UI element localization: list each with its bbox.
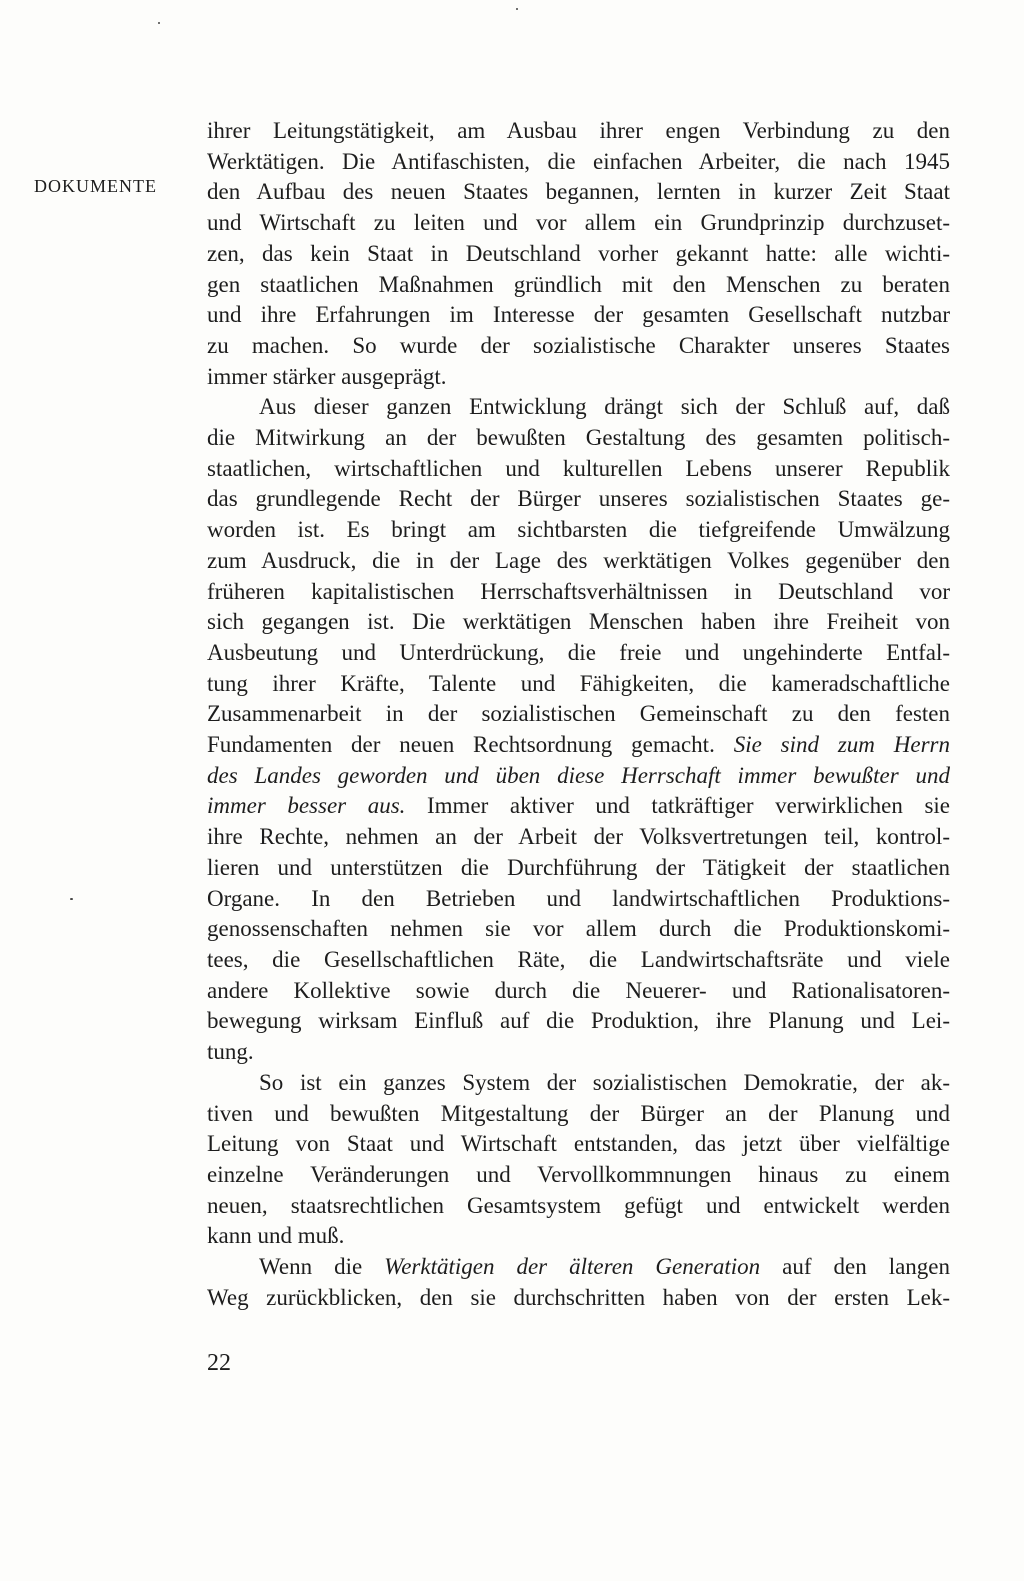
text-line <box>207 914 950 945</box>
text-line <box>207 1006 950 1037</box>
emphasis-text: des Landes geworden und üben diese Herrschaft immer bewußter und <box>207 762 950 788</box>
emphasis-text: Sie sind zum Herrn <box>733 732 950 758</box>
line-text: zu machen. So wurde der sozialistische Charakter unseres Staates <box>207 332 950 358</box>
line-text: Werktätigen. Die Antifaschisten, die einfachen Arbeiter, die nach 1945 <box>207 148 950 174</box>
line-text: lieren und unterstützen die Durchführung der Tätigkeit der staatlichen <box>207 854 950 880</box>
emphasis-text: Werktätigen der älteren Generation <box>384 1254 761 1280</box>
line-text: und Wirtschaft zu leiten und vor allem ein Grundprinzip durchzuset- <box>207 210 950 236</box>
emphasis-text: immer besser aus. <box>207 793 406 819</box>
text-line <box>207 607 950 638</box>
line-text: immer stärker ausgeprägt. <box>207 363 447 389</box>
line-text: einzelne Veränderungen und Vervollkommnungen hinaus zu einem <box>207 1161 950 1187</box>
line-text: tung ihrer Kräfte, Talente und Fähigkeiten, die kameradschaftliche <box>207 670 950 696</box>
page-number: 22 <box>207 1350 231 1376</box>
text-line <box>207 1068 950 1099</box>
text-line <box>207 1283 950 1314</box>
line-text: bewegung wirksam Einfluß auf die Produktion, ihre Planung und Lei- <box>207 1008 950 1034</box>
text-line <box>207 116 950 147</box>
text-line <box>207 423 950 454</box>
text-line <box>207 1099 950 1130</box>
print-speck <box>158 22 160 24</box>
text-line <box>207 270 950 301</box>
line-text: So ist ein ganzes System der sozialistischen Demokratie, der ak- <box>259 1069 950 1095</box>
line-text: worden ist. Es bringt am sichtbarsten die tiefgreifende Umwälzung <box>207 517 950 543</box>
line-text: auf den langen <box>782 1254 951 1280</box>
text-line <box>207 822 950 853</box>
text-line <box>207 577 950 608</box>
text-line <box>207 546 950 577</box>
line-text: Zusammenarbeit in der sozialistischen Gemeinschaft zu den festen <box>207 701 950 727</box>
line-text: kann und muß. <box>207 1223 345 1249</box>
line-text: Ausbeutung und Unterdrückung, die freie und ungehinderte Entfal- <box>207 639 950 665</box>
line-text: andere Kollektive sowie durch die Neuerer- und Rationalisatoren- <box>207 977 950 1003</box>
text-line <box>207 638 950 669</box>
line-text: ihre Rechte, nehmen an der Arbeit der Volksvertretungen teil, kontrol- <box>207 824 950 850</box>
text-line <box>207 147 950 178</box>
text-line <box>207 362 950 393</box>
line-text: tung. <box>207 1039 254 1065</box>
line-text: den Aufbau des neuen Staates begannen, lernten in kurzer Zeit Staat <box>207 179 950 205</box>
body-text <box>207 116 950 1313</box>
text-line <box>207 1221 950 1252</box>
text-line <box>207 884 950 915</box>
text-line <box>207 699 950 730</box>
line-text: Organe. In den Betrieben und landwirtschaftlichen Produktions- <box>207 885 950 911</box>
text-line <box>207 239 950 270</box>
text-line <box>207 976 950 1007</box>
line-text: tees, die Gesellschaftlichen Räte, die Landwirtschaftsräte und viele <box>207 946 950 972</box>
text-line <box>207 1037 950 1068</box>
line-text: die Mitwirkung an der bewußten Gestaltung des gesamten politisch- <box>207 425 950 451</box>
line-text: tiven und bewußten Mitgestaltung der Bürger an der Planung und <box>207 1100 950 1126</box>
text-line <box>207 853 950 884</box>
text-line <box>207 392 950 423</box>
text-line <box>207 761 950 792</box>
print-speck <box>516 8 518 10</box>
line-text: und ihre Erfahrungen im Interesse der gesamten Gesellschaft nutzbar <box>207 302 950 328</box>
line-text: zen, das kein Staat in Deutschland vorher gekannt hatte: alle wichti- <box>207 240 950 266</box>
text-line <box>207 1191 950 1222</box>
line-text: das grundlegende Recht der Bürger unseres sozialistischen Staates ge- <box>207 486 950 512</box>
text-line <box>207 177 950 208</box>
line-text: früheren kapitalistischen Herrschaftsverhältnissen in Deutschland vor <box>207 578 950 604</box>
line-text: staatlichen, wirtschaftlichen und kulturellen Lebens unserer Republik <box>207 455 950 481</box>
text-line <box>207 1129 950 1160</box>
line-text: neuen, staatsrechtlichen Gesamtsystem gefügt und entwickelt werden <box>207 1192 950 1218</box>
line-text: zum Ausdruck, die in der Lage des werktätigen Volkes gegenüber den <box>207 547 950 573</box>
line-text: Aus dieser ganzen Entwicklung drängt sich der Schluß auf, daß <box>259 394 950 420</box>
line-text: gen staatlichen Maßnahmen gründlich mit den Menschen zu beraten <box>207 271 950 297</box>
line-text: Leitung von Staat und Wirtschaft entstanden, das jetzt über vielfältige <box>207 1131 950 1157</box>
text-line <box>207 730 950 761</box>
line-text: sich gegangen ist. Die werktätigen Menschen haben ihre Freiheit von <box>207 609 950 635</box>
text-line <box>207 331 950 362</box>
text-line <box>207 945 950 976</box>
text-line <box>207 515 950 546</box>
line-text: ihrer Leitungstätigkeit, am Ausbau ihrer engen Verbindung zu den <box>207 118 950 143</box>
margin-section-label: DOKUMENTE <box>34 176 157 196</box>
line-text: Weg zurückblicken, den sie durchschritten haben von der ersten Lek- <box>207 1284 950 1310</box>
line-text: Wenn die <box>259 1254 363 1280</box>
line-text: Fundamenten der neuen Rechtsordnung gemacht. <box>207 732 715 758</box>
line-text: genossenschaften nehmen sie vor allem durch die Produktionskomi- <box>207 916 950 942</box>
text-line <box>207 791 950 822</box>
print-speck <box>70 898 73 900</box>
text-line <box>207 1160 950 1191</box>
text-line <box>207 669 950 700</box>
line-text: Immer aktiver und tatkräftiger verwirklichen sie <box>427 793 951 819</box>
text-line <box>207 454 950 485</box>
text-line <box>207 208 950 239</box>
text-line <box>207 1252 950 1283</box>
text-line <box>207 484 950 515</box>
text-line <box>207 300 950 331</box>
